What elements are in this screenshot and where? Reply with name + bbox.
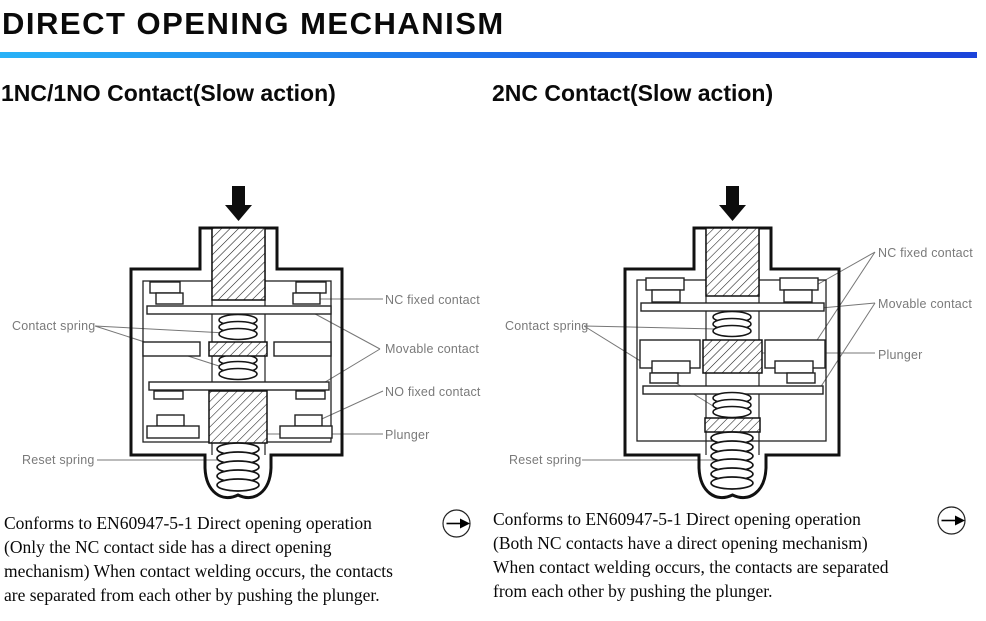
description-line: (Both NC contacts have a direct opening mechanism) [493,533,868,553]
push-arrow-icon [719,186,746,221]
description-line: Conforms to EN60947-5-1 Direct opening operation [493,509,861,529]
label-nc-fixed-contact: NC fixed contact [385,293,480,307]
section-title-2nc: 2NC Contact(Slow action) [492,80,774,106]
section-title-1nc1no: 1NC/1NO Contact(Slow action) [1,80,336,106]
label-reset-spring: Reset spring [509,453,582,467]
contact-spring-upper [713,312,751,337]
description-line: are separated from each other by pushing the plunger. [4,585,380,605]
label-no-fixed-contact: NO fixed contact [385,385,481,399]
description-line: When contact welding occurs, the contacts are separated [493,557,889,577]
contact-spring-upper [219,315,257,340]
label-movable-contact: Movable contact [385,342,480,356]
label-plunger: Plunger [878,348,923,362]
description-line: mechanism) When contact welding occurs, the contacts [4,561,393,581]
description-1nc1no [4,511,474,607]
label-movable-contact: Movable contact [878,297,973,311]
reset-spring-coil [711,432,753,489]
label-contact-spring: Contact spring [12,319,96,333]
direct-opening-symbol-icon [936,505,967,536]
contact-spring-lower [219,355,257,380]
push-arrow-icon [225,186,252,221]
page-title: DIRECT OPENING MECHANISM [2,6,505,41]
label-reset-spring: Reset spring [22,453,95,467]
description-line: (Only the NC contact side has a direct opening [4,537,332,557]
reset-spring-coil [217,443,259,491]
contact-spring-lower [713,393,751,418]
title-divider [0,52,977,58]
description-line: from each other by pushing the plunger. [493,581,773,601]
label-contact-spring: Contact spring [505,319,589,333]
direct-opening-symbol-icon [441,508,472,539]
description-2nc [493,507,963,603]
label-nc-fixed-contact: NC fixed contact [878,246,973,260]
description-line: Conforms to EN60947-5-1 Direct opening operation [4,513,372,533]
label-plunger: Plunger [385,428,430,442]
